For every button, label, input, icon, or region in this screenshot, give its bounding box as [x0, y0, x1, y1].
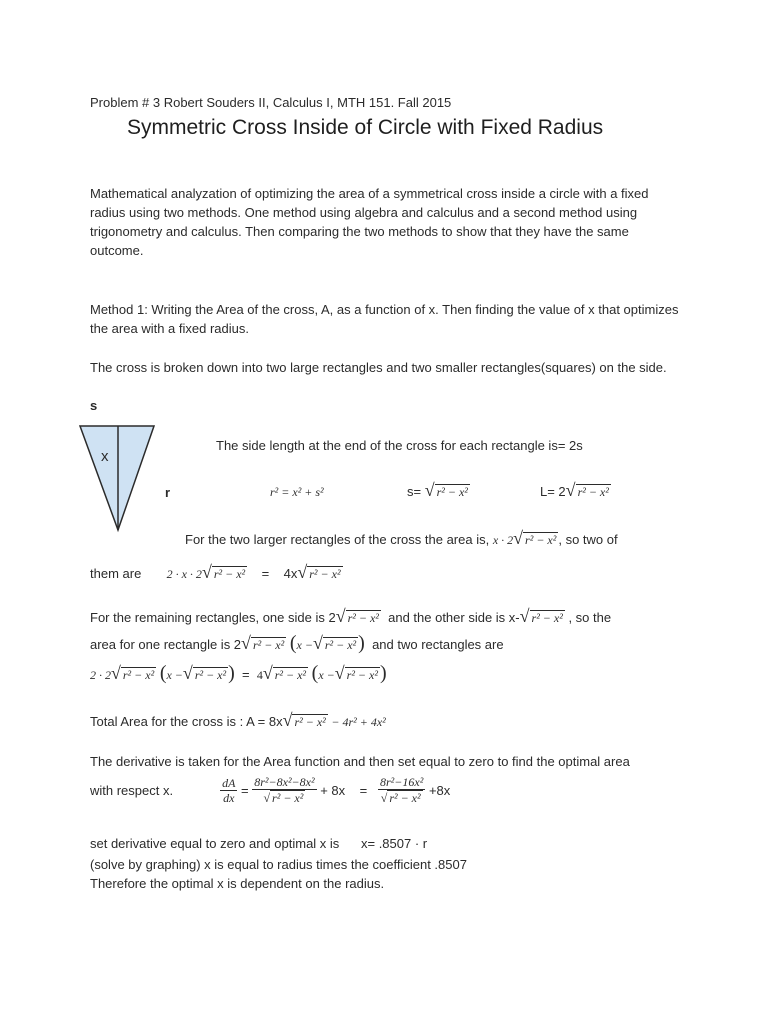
- dA-dx-fraction: $\frac{dA}{dx}$: [222, 775, 236, 805]
- larger-rect-text: For the two larger rectangles of the cross the area is,: [185, 532, 490, 547]
- area-one-text: area for one rectangle is 2: [90, 637, 242, 652]
- them-are-equals: =: [261, 566, 270, 581]
- two-rects-sqrt-1: r² − x²: [122, 668, 155, 682]
- eq-L-sqrt: r² − x²: [577, 485, 609, 499]
- deriv-fraction-1: $\frac{\text{8r²−8x²−8x²}}{\text{√ r² − x²}}$: [254, 775, 315, 805]
- two-rects-xminus-2: x −: [318, 668, 335, 682]
- total-area-text: Total Area for the cross is : A = 8x: [90, 714, 283, 729]
- label-s: s: [90, 398, 98, 413]
- larger-rect-expr: x · 2: [492, 533, 514, 547]
- two-rects-text: and two rectangles are: [372, 637, 504, 652]
- side-length-text: The side length at the end of the cross for each rectangle is= 2s: [216, 438, 583, 453]
- two-rects-equals: =: [242, 667, 250, 682]
- x-optimal: x= .8507 · r: [360, 836, 428, 851]
- two-rects-four: 4: [256, 668, 263, 682]
- total-area-tail: − 4r² + 4x²: [331, 715, 386, 729]
- solve-graph-text: (solve by graphing) x is equal to radius times the coefficient .8507: [90, 857, 467, 872]
- header-line: Problem # 3 Robert Souders II, Calculus I, MTH 151. Fall 2015: [90, 95, 452, 110]
- area-one-sqrt: r² − x²: [252, 638, 285, 652]
- larger-rect-sqrt: r² − x²: [525, 533, 557, 547]
- method1-paragraph: Method 1: Writing the Area of the cross, A, as a function of x. Then finding the value of x that optimizes the area with a fixed radius.: [90, 302, 679, 336]
- larger-rect-line: For the two larger rectangles of the cross the area is, x · 2√ r² − x² , so two of: [185, 528, 618, 548]
- eq-pythagorean: r² = x² + s²: [270, 485, 324, 499]
- them-are-sqrt: r² − x²: [213, 567, 246, 581]
- them-are-line: them are 2 · x · 2√ r² − x² = 4x√ r² − x²: [90, 562, 341, 582]
- deriv-equals-2: =: [359, 783, 368, 798]
- them-are-4x: 4x: [283, 566, 298, 581]
- area-one-line: area for one rectangle is 2√ r² − x² (x −√ r² − x² ) and two rectangles are: [90, 632, 504, 654]
- eq-s-label: s=: [407, 484, 422, 499]
- total-area-line: Total Area for the cross is : A = 8x√ r² − x² − 4r² + 4x²: [90, 710, 386, 730]
- derivative-line: [90, 776, 450, 805]
- eq-s-sqrt: r² − x²: [436, 485, 468, 499]
- them-are-expr: 2 · x · 2: [166, 567, 202, 581]
- them-are-text: them are: [90, 566, 142, 581]
- intro-paragraph: Mathematical analyzation of optimizing the area of a symmetrical cross inside a circle with a fixed radius using two methods. One method using algebra and calculus and a second method using trigonometry and calculus. Then comparing the two methods to show that they have the same outcome.: [90, 186, 649, 258]
- remaining-text-3: , so the: [568, 610, 612, 625]
- larger-rect-tail: , so two of: [558, 532, 618, 547]
- deriv-equals-1: =: [241, 783, 249, 798]
- two-rects-start: 2 · 2: [90, 668, 111, 682]
- two-rects-xminus-1: x −: [166, 668, 183, 682]
- eq-s: s= √ r² − x²: [407, 480, 468, 500]
- remaining-line: For the remaining rectangles, one side is 2√ r² − x² and the other side is x-√ r² − x² , so the: [90, 606, 612, 626]
- them-are-sqrt-2: r² − x²: [309, 567, 341, 581]
- triangle-diagram: [78, 424, 158, 534]
- label-x: x: [101, 448, 109, 465]
- breakdown-paragraph: The cross is broken down into two large rectangles and two smaller rectangles(squares) on the side.: [90, 360, 667, 375]
- remaining-text-1: For the remaining rectangles, one side is 2: [90, 610, 336, 625]
- eq-L-label: L= 2: [540, 484, 566, 499]
- area-one-sqrt-2: r² − x²: [324, 638, 357, 652]
- deriv-plus-8x-b: +8x: [428, 783, 451, 798]
- eq-row-1: [270, 484, 324, 500]
- two-rects-eq: 2 · 2√ r² − x² (x −√ r² − x² ) = 4√ r² − x² (x −√ r² − x² ): [90, 662, 387, 684]
- label-r: r: [165, 485, 171, 500]
- deriv-fraction-2: $\frac{\text{8r²−16x²}}{\text{√ r² − x²}}$: [380, 775, 424, 805]
- with-respect-text: with respect x.: [90, 783, 174, 798]
- therefore-text: Therefore the optimal x is dependent on the radius.: [90, 876, 385, 891]
- triangle-shape: [80, 426, 154, 530]
- set-derivative-text: set derivative equal to zero and optimal x is: [90, 836, 340, 851]
- total-area-sqrt: r² − x²: [294, 715, 326, 729]
- eq-L: L= 2√ r² − x²: [540, 480, 609, 500]
- page-title: Symmetric Cross Inside of Circle with Fixed Radius: [127, 116, 604, 139]
- deriv-plus-8x-a: + 8x: [320, 783, 346, 798]
- two-rects-sqrt-3: r² − x²: [274, 668, 307, 682]
- remaining-text-2: and the other side is x-: [388, 610, 520, 625]
- remaining-sqrt-1: r² − x²: [347, 611, 379, 625]
- two-rects-sqrt-2: r² − x²: [194, 668, 227, 682]
- set-derivative-line: [90, 836, 427, 851]
- area-one-xminus: x −: [296, 638, 313, 652]
- remaining-sqrt-2: r² − x²: [531, 611, 563, 625]
- derivative-text: The derivative is taken for the Area function and then set equal to zero to find the optimal area: [90, 754, 630, 769]
- two-rects-sqrt-4: r² − x²: [346, 668, 378, 682]
